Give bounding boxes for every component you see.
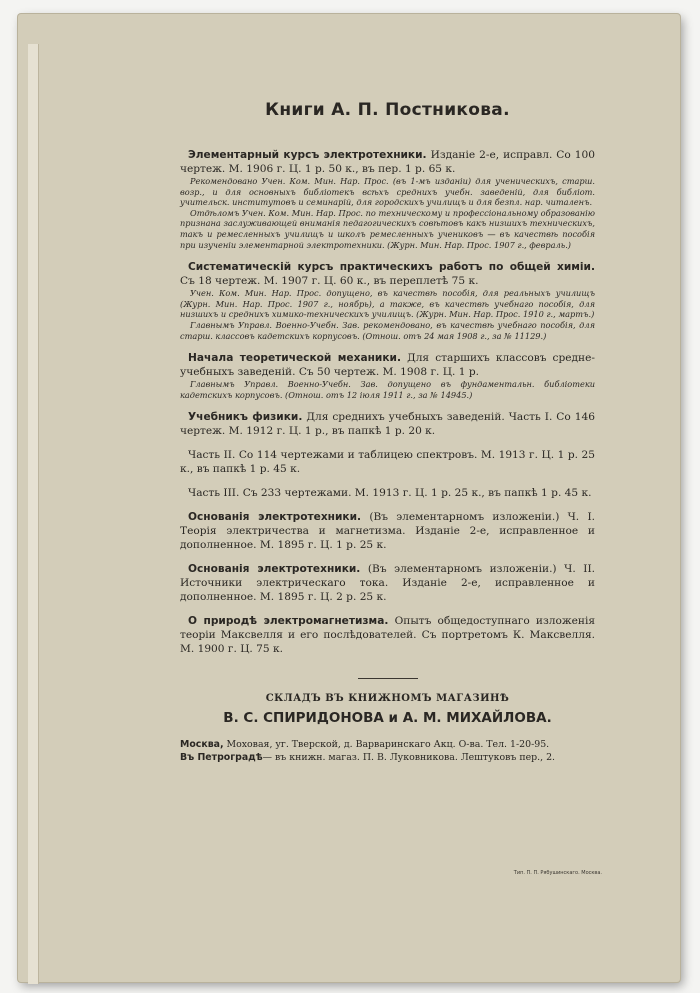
book-description (180, 614, 595, 656)
book-description (180, 148, 595, 176)
address-petrograd-label: Въ Петроградѣ (180, 752, 263, 764)
address-moscow-text: Моховая, уг. Тверской, д. Варваринскаго Акц. О-ва. Тел. 1-20-95. (226, 739, 550, 751)
book-note: Главнымъ Управл. Военно-Учебн. Зав. допущено въ фундаментальн. библіотеки кадетскихъ корпусовъ. (Отнош. отъ 12 іюля 1911 г., за № 14945.) (180, 379, 595, 400)
address-moscow (180, 738, 595, 751)
book-entry (180, 486, 595, 500)
book-description (180, 260, 595, 288)
address-petrograd (180, 751, 595, 764)
book-note: Учен. Ком. Мин. Нар. Прос. допущено, въ качествѣ пособія, для реальныхъ училищъ (Журн. Мин. Нар. Прос. 1907 г., ноябрь), а также, въ качествѣ учебнаго пособія, для низшихъ и среднихъ химико-техническихъ училищъ. (Журн. Мин. Нар. Прос. 1910 г., мартъ.) (180, 288, 595, 320)
book-details: Для старшихъ классовъ средне-учебныхъ заведеній. Съ 50 чертеж. М. 1908 г. Ц. 1 р. (180, 352, 595, 379)
book-description (180, 351, 595, 379)
page-edge (28, 44, 39, 984)
book-details: (Въ элементарномъ изложеніи.) Ч. I. Теорія электричества и магнетизма. Изданіе 2-е, исправленное и дополненное. М. 1895 г. Ц. 1 р. 25 к. (180, 511, 595, 552)
book-description (180, 510, 595, 552)
book-title: Основанія электротехники. (188, 563, 361, 576)
book-entry (180, 148, 595, 250)
book-details: Опытъ общедоступнаго изложенія теоріи Максвелля и его послѣдователей. Съ портретомъ К. Максвелля. М. 1900 г. Ц. 75 к. (180, 615, 596, 656)
book-details: Изданіе 2-е, исправл. Со 100 чертеж. М. 1906 г. Ц. 1 р. 50 к., въ пер. 1 р. 65 к. (180, 149, 595, 175)
book-entry (180, 614, 595, 656)
book-note: Рекомендовано Учен. Ком. Мин. Нар. Прос. (въ 1-мъ изданіи) для ученическихъ, старш. возр., и для основныхъ библіотекъ всѣхъ среднихъ учебн. заведеній, для библіот. учительск. институтовъ и семинарій, для городскихъ училищъ и для безпл. нар. читаленъ. (180, 176, 595, 208)
address-petrograd-text: — въ книжн. магаз. П. В. Луковникова. Лештуковъ пер., 2. (262, 752, 556, 764)
book-title: Учебникъ физики. (188, 411, 303, 424)
book-entry (180, 351, 595, 400)
shop-line-2: В. С. СПИРИДОНОВА и А. М. МИХАЙЛОВА. (223, 710, 552, 727)
book-title: Элементарный курсъ электротехники. (188, 149, 427, 161)
book-entry (180, 410, 595, 438)
book-title: Систематическій курсъ практическихъ работъ по общей химіи. (188, 261, 595, 274)
book-details: (Въ элементарномъ изложеніи.) Ч. II. Источники электрическаго тока. Изданіе 2-е, исправленное и дополненное. М. 1895 г. Ц. 2 р. 25 к. (180, 563, 595, 604)
book-entry (180, 448, 595, 476)
address-moscow-label: Москва, (180, 739, 224, 751)
printer-mark: Тип. П. П. Рябушинскаго. Москва. (513, 870, 602, 876)
page-title: Книги А. П. Постникова. (265, 100, 510, 120)
divider (358, 678, 418, 679)
book-title: Основанія электротехники. (188, 511, 362, 524)
document-body (180, 100, 595, 764)
book-entry (180, 260, 595, 341)
shop-line-1: СКЛАДЪ ВЪ КНИЖНОМЪ МАГАЗИНѢ (265, 693, 510, 705)
book-title: Начала теоретической механики. (188, 352, 401, 365)
book-details: Часть II. Со 114 чертежами и таблицею спектровъ. М. 1913 г. Ц. 1 р. 25 к., въ папкѣ 1 р. 45 к. (180, 449, 595, 476)
book-entry (180, 562, 595, 604)
book-details: Часть III. Съ 233 чертежами. М. 1913 г. Ц. 1 р. 25 к., въ папкѣ 1 р. 45 к. (188, 487, 592, 500)
book-description (180, 486, 595, 500)
book-note: Главнымъ Управл. Военно-Учебн. Зав. рекомендовано, въ качествѣ учебнаго пособія, для старш. классовъ кадетскихъ корпусовъ. (Отнош. отъ 24 мая 1908 г., за № 11129.) (180, 319, 595, 341)
book-list (180, 148, 595, 656)
book-note: Отдѣломъ Учен. Ком. Мин. Нар. Прос. по техническому и профессіональному образованію признана заслуживающей вниманія педагогическихъ совѣтовъ какъ низшихъ техническихъ, такъ и ремесленныхъ училищъ и школъ ремесленныхъ учениковъ — въ качествѣ пособія при изученіи элементарной электротехники. (Журн. Мин. Нар. Прос. 1907 г., февраль.) (180, 207, 595, 250)
book-description (180, 448, 595, 476)
book-entry (180, 510, 595, 552)
book-details: Для среднихъ учебныхъ заведеній. Часть I. Со 146 чертеж. М. 1912 г. Ц. 1 р., въ папкѣ 1 р. 20 к. (180, 411, 595, 438)
book-description (180, 410, 595, 438)
book-title: О природѣ электромагнетизма. (188, 615, 389, 628)
book-details: Съ 18 чертеж. М. 1907 г. Ц. 60 к., въ переплетѣ 75 к. (180, 275, 479, 288)
book-description (180, 562, 595, 604)
